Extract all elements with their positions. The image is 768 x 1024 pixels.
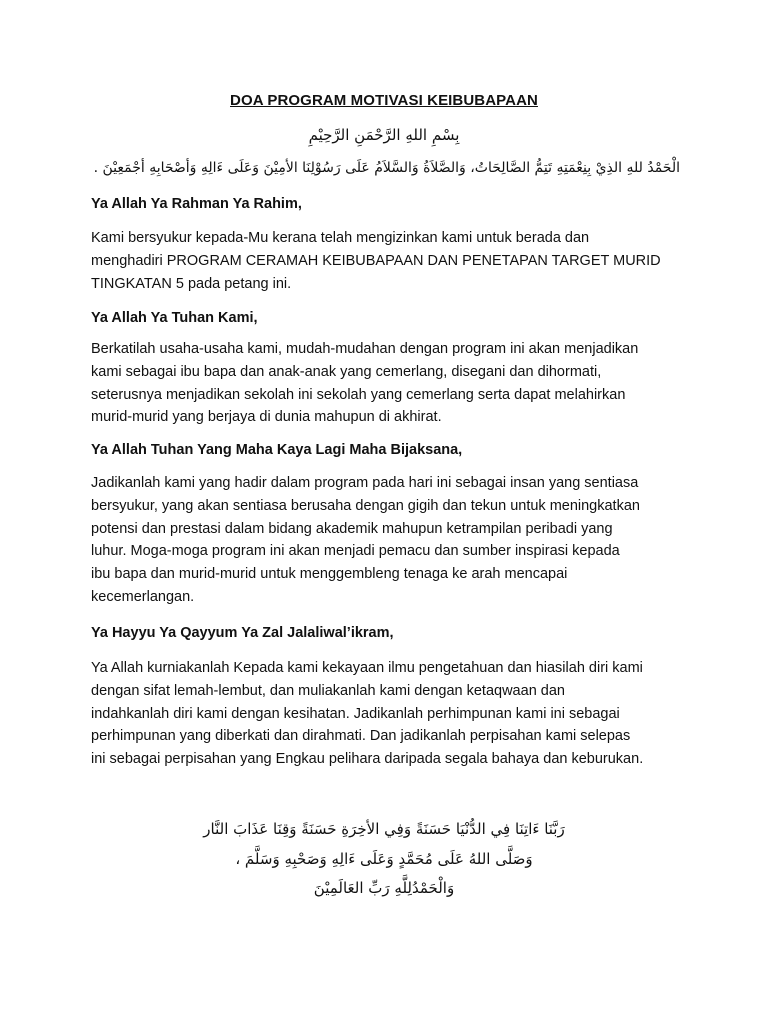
section-paragraph: Jadikanlah kami yang hadir dalam program pada hari ini sebagai insan yang sentiasa bersyukur, yang akan sentiasa berusaha dengan gigih dan tekun untuk meningkatkan potensi dan prestasi dalam bidang akademik mahupun ketrampilan peribadi yang luhur. Moga-moga program ini akan menjadi pemacu dan sumber inspirasi kepada ibu bapa dan murid-murid untuk menggembleng tenaga ke arah mencapai kecemerlangan. — [91, 475, 640, 605]
closing-prayer-line: وَالْحَمْدُلِلَّهِ رَبِّ العَالَمِيْنَ — [313, 879, 455, 897]
basmala: بِسْمِ اللهِ الرَّحْمَنِ الرَّحِيْمِ — [308, 126, 460, 144]
opening-praise: الْحَمْدُ للهِ الذِيْ بِنِعْمَتِهِ تَتِمُّ الصَّالِحَاتُ، وَالصَّلاَةُ وَالسَّلاَمُ عَلَى رَسُوْلِنَا الأمِيْنَ وَعَلَى ءَالِهِ وَأصْحَابِهِ أجْمَعِيْنَ . — [93, 160, 680, 176]
section-heading: Ya Allah Ya Tuhan Kami, — [91, 310, 258, 326]
section-heading: Ya Allah Tuhan Yang Maha Kaya Lagi Maha Bijaksana, — [91, 442, 463, 458]
section-heading: Ya Allah Ya Rahman Ya Rahim, — [91, 196, 302, 212]
section-paragraph: Kami bersyukur kepada-Mu kerana telah mengizinkan kami untuk berada dan menghadiri PROGRAM CERAMAH KEIBUBAPAAN DAN PENETAPAN TARGET MURID TINGKATAN 5 pada petang ini. — [91, 230, 661, 292]
section-paragraph: Berkatilah usaha-usaha kami, mudah-mudahan dengan program ini akan menjadikan kami sebagai ibu bapa dan anak-anak yang cemerlang, disegani dan dihormati, seterusnya menjadikan sekolah ini sekolah yang cemerlang serta dapat melahirkan murid-murid yang berjaya di dunia mahupun di akhirat. — [91, 341, 639, 426]
section-heading: Ya Hayyu Ya Qayyum Ya Zal Jalaliwal’ikram, — [91, 625, 394, 641]
document-title: DOA PROGRAM MOTIVASI KEIBUBAPAAN — [230, 92, 538, 109]
closing-prayer-line: وَصَلَّى اللهُ عَلَى مُحَمَّدٍ وَعَلَى ءَالِهِ وَصَحْبِهِ وَسَلَّمَ ، — [235, 850, 533, 868]
section-paragraph: Ya Allah kurniakanlah Kepada kami kekayaan ilmu pengetahuan dan hiasilah diri kami dengan sifat lemah-lembut, dan muliakanlah kami dengan ketaqwaan dan indahkanlah diri kami dengan kesihatan. Jadikanlah perhimpunan kami ini sebagai perhimpunan yang diberkati dan dirahmati. Dan jadikanlah perpisahan kami selepas ini sebagai perpisahan yang Engkau pelihara daripada segala bahaya dan keburukan. — [91, 660, 644, 768]
closing-prayer-line: رَبَّنَا ءَاتِنَا فِي الدُّنْيَا حَسَنَةً وَفِي الأخِرَةِ حَسَنَةً وَقِنَا عَذَابَ النَّار — [203, 820, 565, 838]
